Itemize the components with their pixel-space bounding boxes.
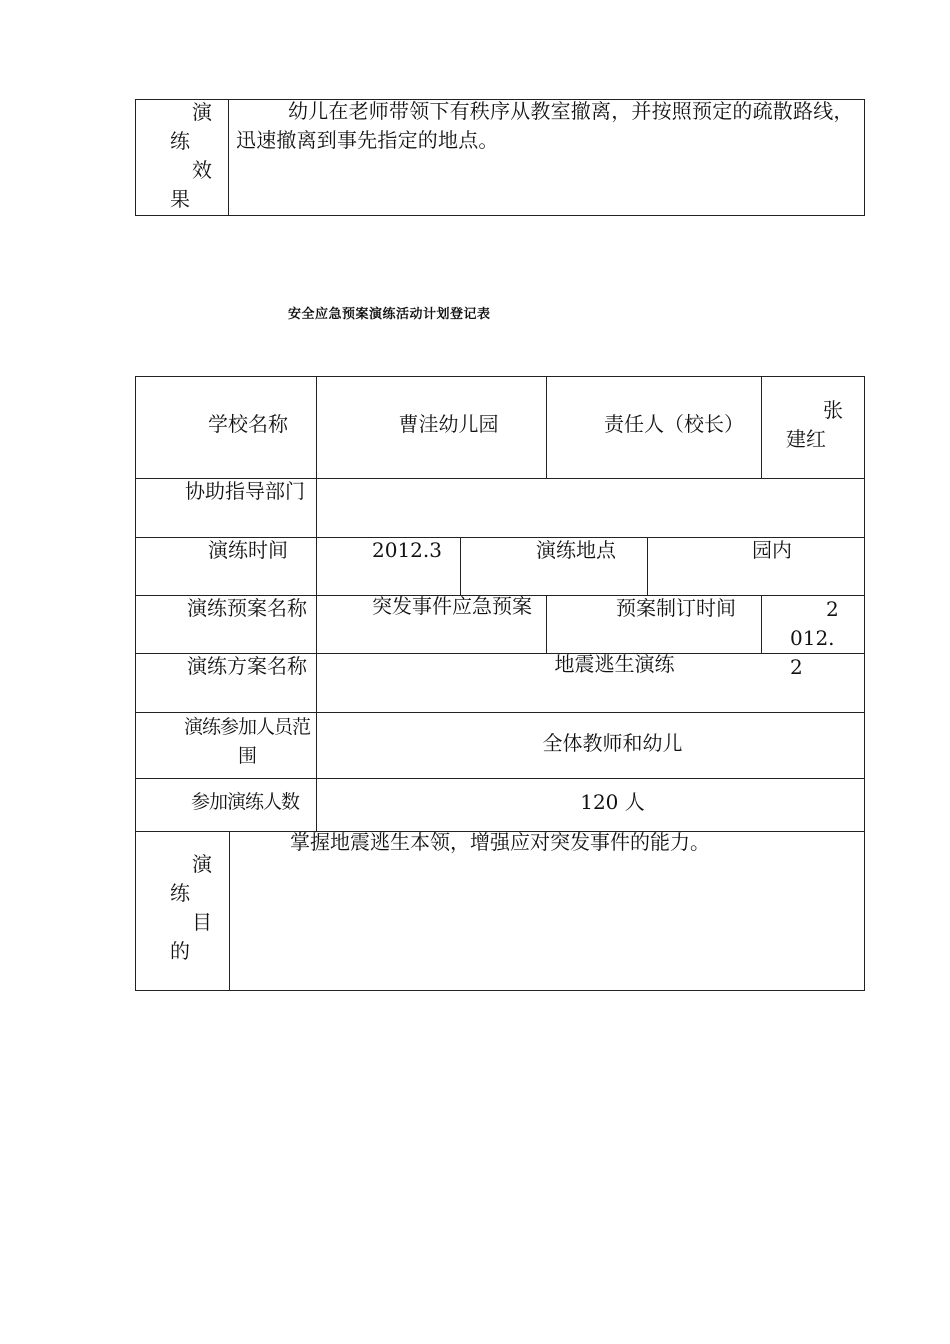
participants-label: 演练参加人员范围	[183, 716, 310, 767]
plan-name-value: 突发事件应急预案	[372, 594, 532, 618]
plan-name-label: 演练预案名称	[187, 596, 307, 620]
responsible-value: 张建红	[786, 398, 843, 451]
drill-place-label: 演练地点	[536, 538, 616, 562]
responsible-label: 责任人（校长）	[604, 412, 744, 436]
drill-effect-content: 幼儿在老师带领下有秩序从教室撤离，并按照预定的疏散路线，迅速撤离到事先指定的地点。	[236, 99, 854, 152]
form-title: 安全应急预案演练活动计划登记表	[288, 307, 491, 322]
drill-purpose-label: 演 练 目 的	[170, 852, 212, 963]
plan-date-value: 2012.2	[790, 597, 839, 679]
assist-dept-value	[317, 478, 864, 537]
participant-count-value: 120 人	[580, 790, 645, 814]
plan-date-label: 预案制订时间	[616, 596, 736, 620]
assist-dept-label: 协助指导部门	[185, 479, 305, 503]
school-name-label: 学校名称	[208, 412, 288, 436]
school-name-value: 曹洼幼儿园	[398, 412, 499, 436]
drill-time-value: 2012.3	[372, 538, 442, 562]
drill-time-label: 演练时间	[208, 538, 288, 562]
scheme-name-label: 演练方案名称	[187, 654, 307, 678]
drill-effect-label: 演 练 效 果	[170, 100, 212, 211]
participants-value: 全体教师和幼儿	[542, 731, 683, 755]
scheme-name-value: 地震逃生演练	[554, 652, 675, 676]
participant-count-label: 参加演练人数	[191, 791, 300, 813]
drill-purpose-value: 掌握地震逃生本领，增强应对突发事件的能力。	[290, 830, 710, 854]
drill-place-value: 园内	[752, 538, 792, 562]
